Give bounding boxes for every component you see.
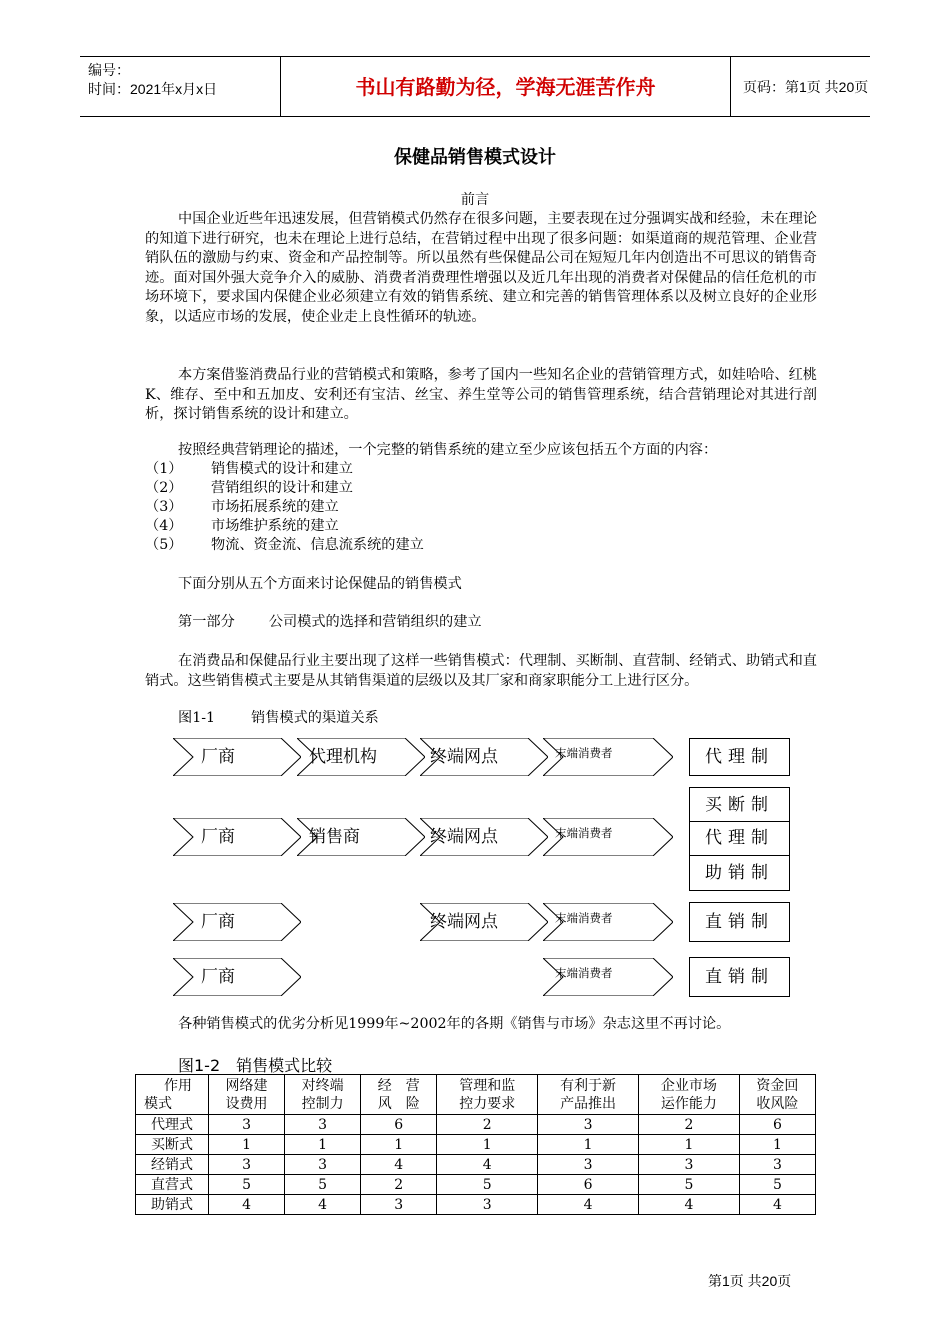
list-item: （4） 市场维护系统的建立	[145, 518, 339, 534]
factory-arrow: 厂商	[173, 818, 301, 856]
factory-arrow: 厂商	[173, 738, 301, 776]
mode-agency-label: 代理制	[690, 822, 789, 856]
header-meta	[80, 57, 280, 117]
table-row: 买断式 1 1 1 1 1 1 1	[136, 1135, 816, 1155]
fig2-caption: 图1-2 销售模式比较	[178, 1056, 333, 1075]
mode-direct-box: 直销制	[689, 957, 790, 997]
terminal-arrow: 终端网点	[420, 738, 548, 776]
terminal-arrow: 终端网点	[420, 903, 548, 941]
dealer-arrow: 销售商	[297, 818, 425, 856]
factory-arrow: 厂商	[173, 903, 301, 941]
analysis-note: 各种销售模式的优劣分析见1999年~2002年的各期《销售与市场》杂志这里不再讨论。	[178, 1016, 731, 1032]
consumer-arrow: 末端消费者	[543, 738, 673, 776]
mode-agency-box: 代理制	[689, 738, 790, 776]
column-header: 管理和监 控力要求	[437, 1075, 538, 1115]
header-motto: 书山有路勤为径，学海无涯苦作舟	[280, 57, 731, 117]
preface-heading: 前言	[460, 192, 490, 208]
time-label: 时间：2021年x月x日	[88, 81, 218, 97]
column-header: 对终端 控制力	[285, 1075, 361, 1115]
mode-buyout-label: 买断制	[690, 788, 789, 822]
consumer-arrow: 末端消费者	[543, 818, 673, 856]
preface-paragraph-2: 本方案借鉴消费品行业的营销模式和策略，参考了国内一些知名企业的营销管理方式，如娃哈哈、红桃K、维存、至中和五加皮、安利还有宝洁、丝宝、养生堂等公司的销售管理系统，结合营销理论对其进行剖析，探讨销售系统的设计和建立。	[145, 367, 817, 423]
mode-direct-box: 直销制	[689, 902, 790, 942]
consumer-arrow: 末端消费者	[543, 903, 673, 941]
modes-paragraph: 在消费品和保健品行业主要出现了这样一些销售模式：代理制、买断制、直营制、经销式、助销式和直销式。这些销售模式主要是从其销售渠道的层级以及其厂家和商家职能分工上进行区分。	[145, 653, 817, 689]
mode-group-box	[689, 787, 790, 891]
mode-assist-label: 助销制	[705, 863, 774, 883]
preface-paragraph-3: 按照经典营销理论的描述，一个完整的销售系统的建立至少应该包括五个方面的内容：	[178, 442, 718, 458]
fig1-caption: 图1-1 销售模式的渠道关系	[178, 710, 379, 726]
factory-arrow: 厂商	[173, 958, 301, 996]
column-header: 网络建 设费用	[209, 1075, 285, 1115]
column-header: 企业市场 运作能力	[639, 1075, 740, 1115]
section-intro: 下面分别从五个方面来讨论保健品的销售模式	[178, 576, 462, 592]
list-item: （2） 营销组织的设计和建立	[145, 480, 353, 496]
terminal-arrow: 终端网点	[420, 818, 548, 856]
column-header: 资金回 收风险	[739, 1075, 815, 1115]
page-title: 保健品销售模式设计	[394, 147, 556, 168]
table-row: 助销式 4 4 3 3 4 4 4	[136, 1195, 816, 1215]
page-footer: 第1页 共20页	[708, 1273, 792, 1289]
part1-heading: 第一部分 公司模式的选择和营销组织的建立	[178, 614, 482, 630]
table-row: 代理式 3 3 6 2 3 2 6	[136, 1115, 816, 1135]
table-row: 直营式 5 5 2 5 6 5 5	[136, 1175, 816, 1195]
list-item: （1） 销售模式的设计和建立	[145, 461, 353, 477]
table-row: 经销式 3 3 4 4 3 3 3	[136, 1155, 816, 1175]
list-item: （3） 市场拓展系统的建立	[145, 499, 339, 515]
column-header: 有利于新 产品推出	[538, 1075, 639, 1115]
list-item: （5） 物流、资金流、信息流系统的建立	[145, 537, 424, 553]
page-header	[80, 56, 870, 117]
table-corner-cell: 作用 模式	[136, 1075, 209, 1115]
agent-arrow: 代理机构	[297, 738, 425, 776]
header-page-label: 页码：第1页 共20页	[743, 79, 869, 95]
preface-paragraph-1: 中国企业近些年迅速发展，但营销模式仍然存在很多问题，主要表现在过分强调实战和经验，未在理论的知道下进行研究，也未在理论上进行总结，在营销过程中出现了很多问题：如渠道商的规范管理、企业营销队伍的激励与约束、资金和产品控制等。所以虽然有些保健品公司在短短几年内创造出不可思议的销售奇迹。面对国外强大竞争介入的威胁、消费者消费理性增强以及近几年出现的消费者对保健品的信任危机的市场环境下，要求国内保健企业必须建立有效的销售系统、建立和完善的销售管理体系以及树立良好的企业形象，以适应市场的发展，使企业走上良性循环的轨迹。	[145, 211, 817, 325]
column-header: 经 营 风 险	[361, 1075, 437, 1115]
table-header-row	[136, 1075, 816, 1115]
consumer-arrow: 末端消费者	[543, 958, 673, 996]
number-label: 编号：	[88, 62, 130, 78]
comparison-table	[135, 1074, 816, 1215]
